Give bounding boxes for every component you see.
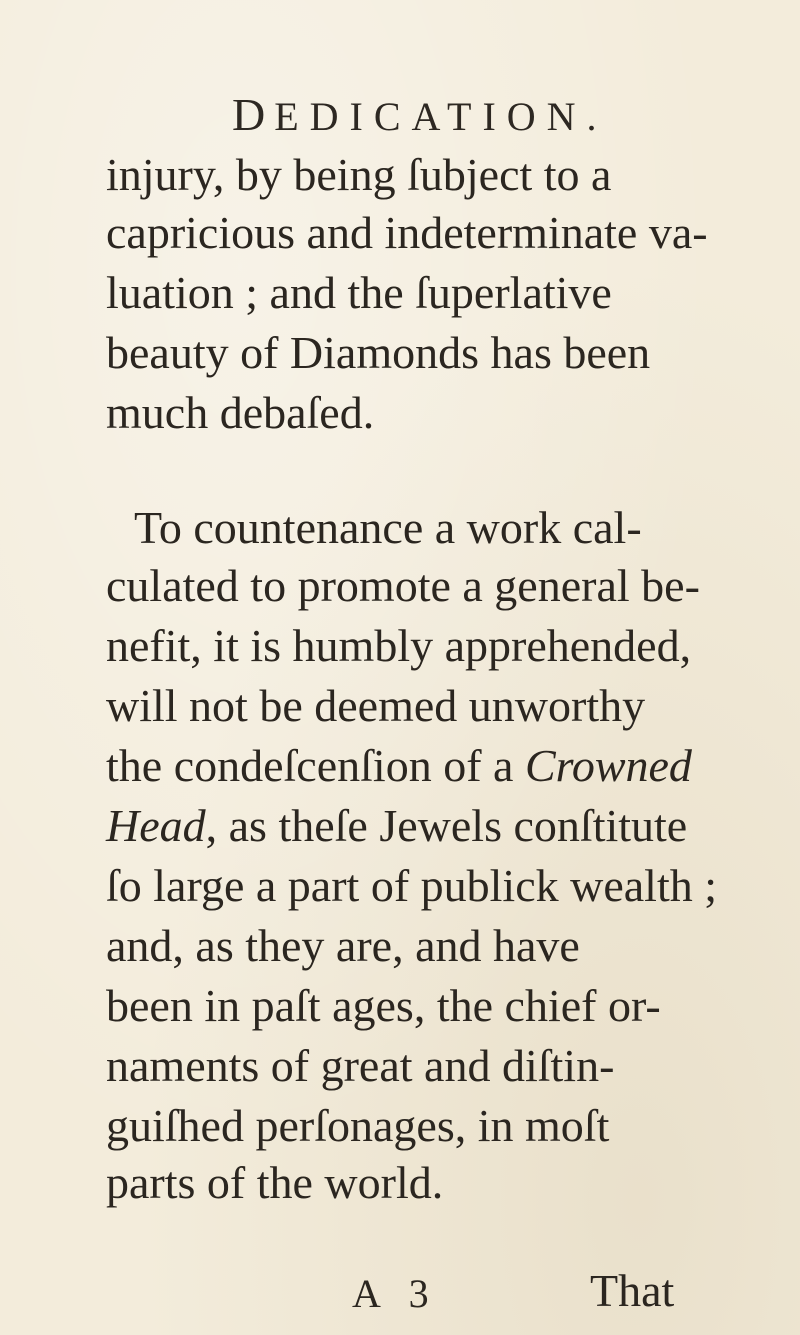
running-title-initial: D bbox=[232, 89, 275, 140]
text-line: nefit, it is humbly apprehended, bbox=[106, 620, 692, 671]
text-line: beauty of Diamonds has been bbox=[106, 327, 651, 378]
text-line: will not be deemed unworthy bbox=[106, 680, 646, 731]
text-line: and, as they are, and have bbox=[106, 920, 580, 971]
text-line: ſo large a part of publick wealth ; bbox=[106, 860, 718, 911]
text-line-roman: , as theſe Jewels conſtitute bbox=[205, 800, 688, 851]
text-line bbox=[106, 740, 692, 791]
text-line: culated to promote a general be- bbox=[106, 560, 700, 611]
catchword: That bbox=[590, 1265, 675, 1316]
italic-phrase: Crowned bbox=[524, 740, 692, 791]
text-line: been in paſt ages, the chief or- bbox=[106, 980, 661, 1031]
running-title-rest: EDICATION. bbox=[274, 94, 608, 139]
text-line: naments of great and diſtin- bbox=[106, 1040, 615, 1091]
text-line: much debaſed. bbox=[106, 387, 375, 438]
text-line: luation ; and the ſuperlative bbox=[106, 267, 612, 318]
text-line: guiſhed perſonages, in moſt bbox=[106, 1100, 610, 1151]
text-line bbox=[106, 800, 688, 851]
running-title bbox=[232, 89, 608, 140]
text-line: capricious and indeterminate va- bbox=[106, 207, 708, 258]
signature-mark: A 3 bbox=[352, 1271, 439, 1316]
italic-phrase: Head bbox=[106, 800, 206, 851]
text-line: To countenance a work cal- bbox=[134, 502, 642, 553]
text-line: injury, by being ſubject to a bbox=[106, 149, 612, 200]
text-line-roman: the condeſcenſion of a bbox=[106, 740, 525, 791]
text-line: parts of the world. bbox=[106, 1157, 444, 1208]
